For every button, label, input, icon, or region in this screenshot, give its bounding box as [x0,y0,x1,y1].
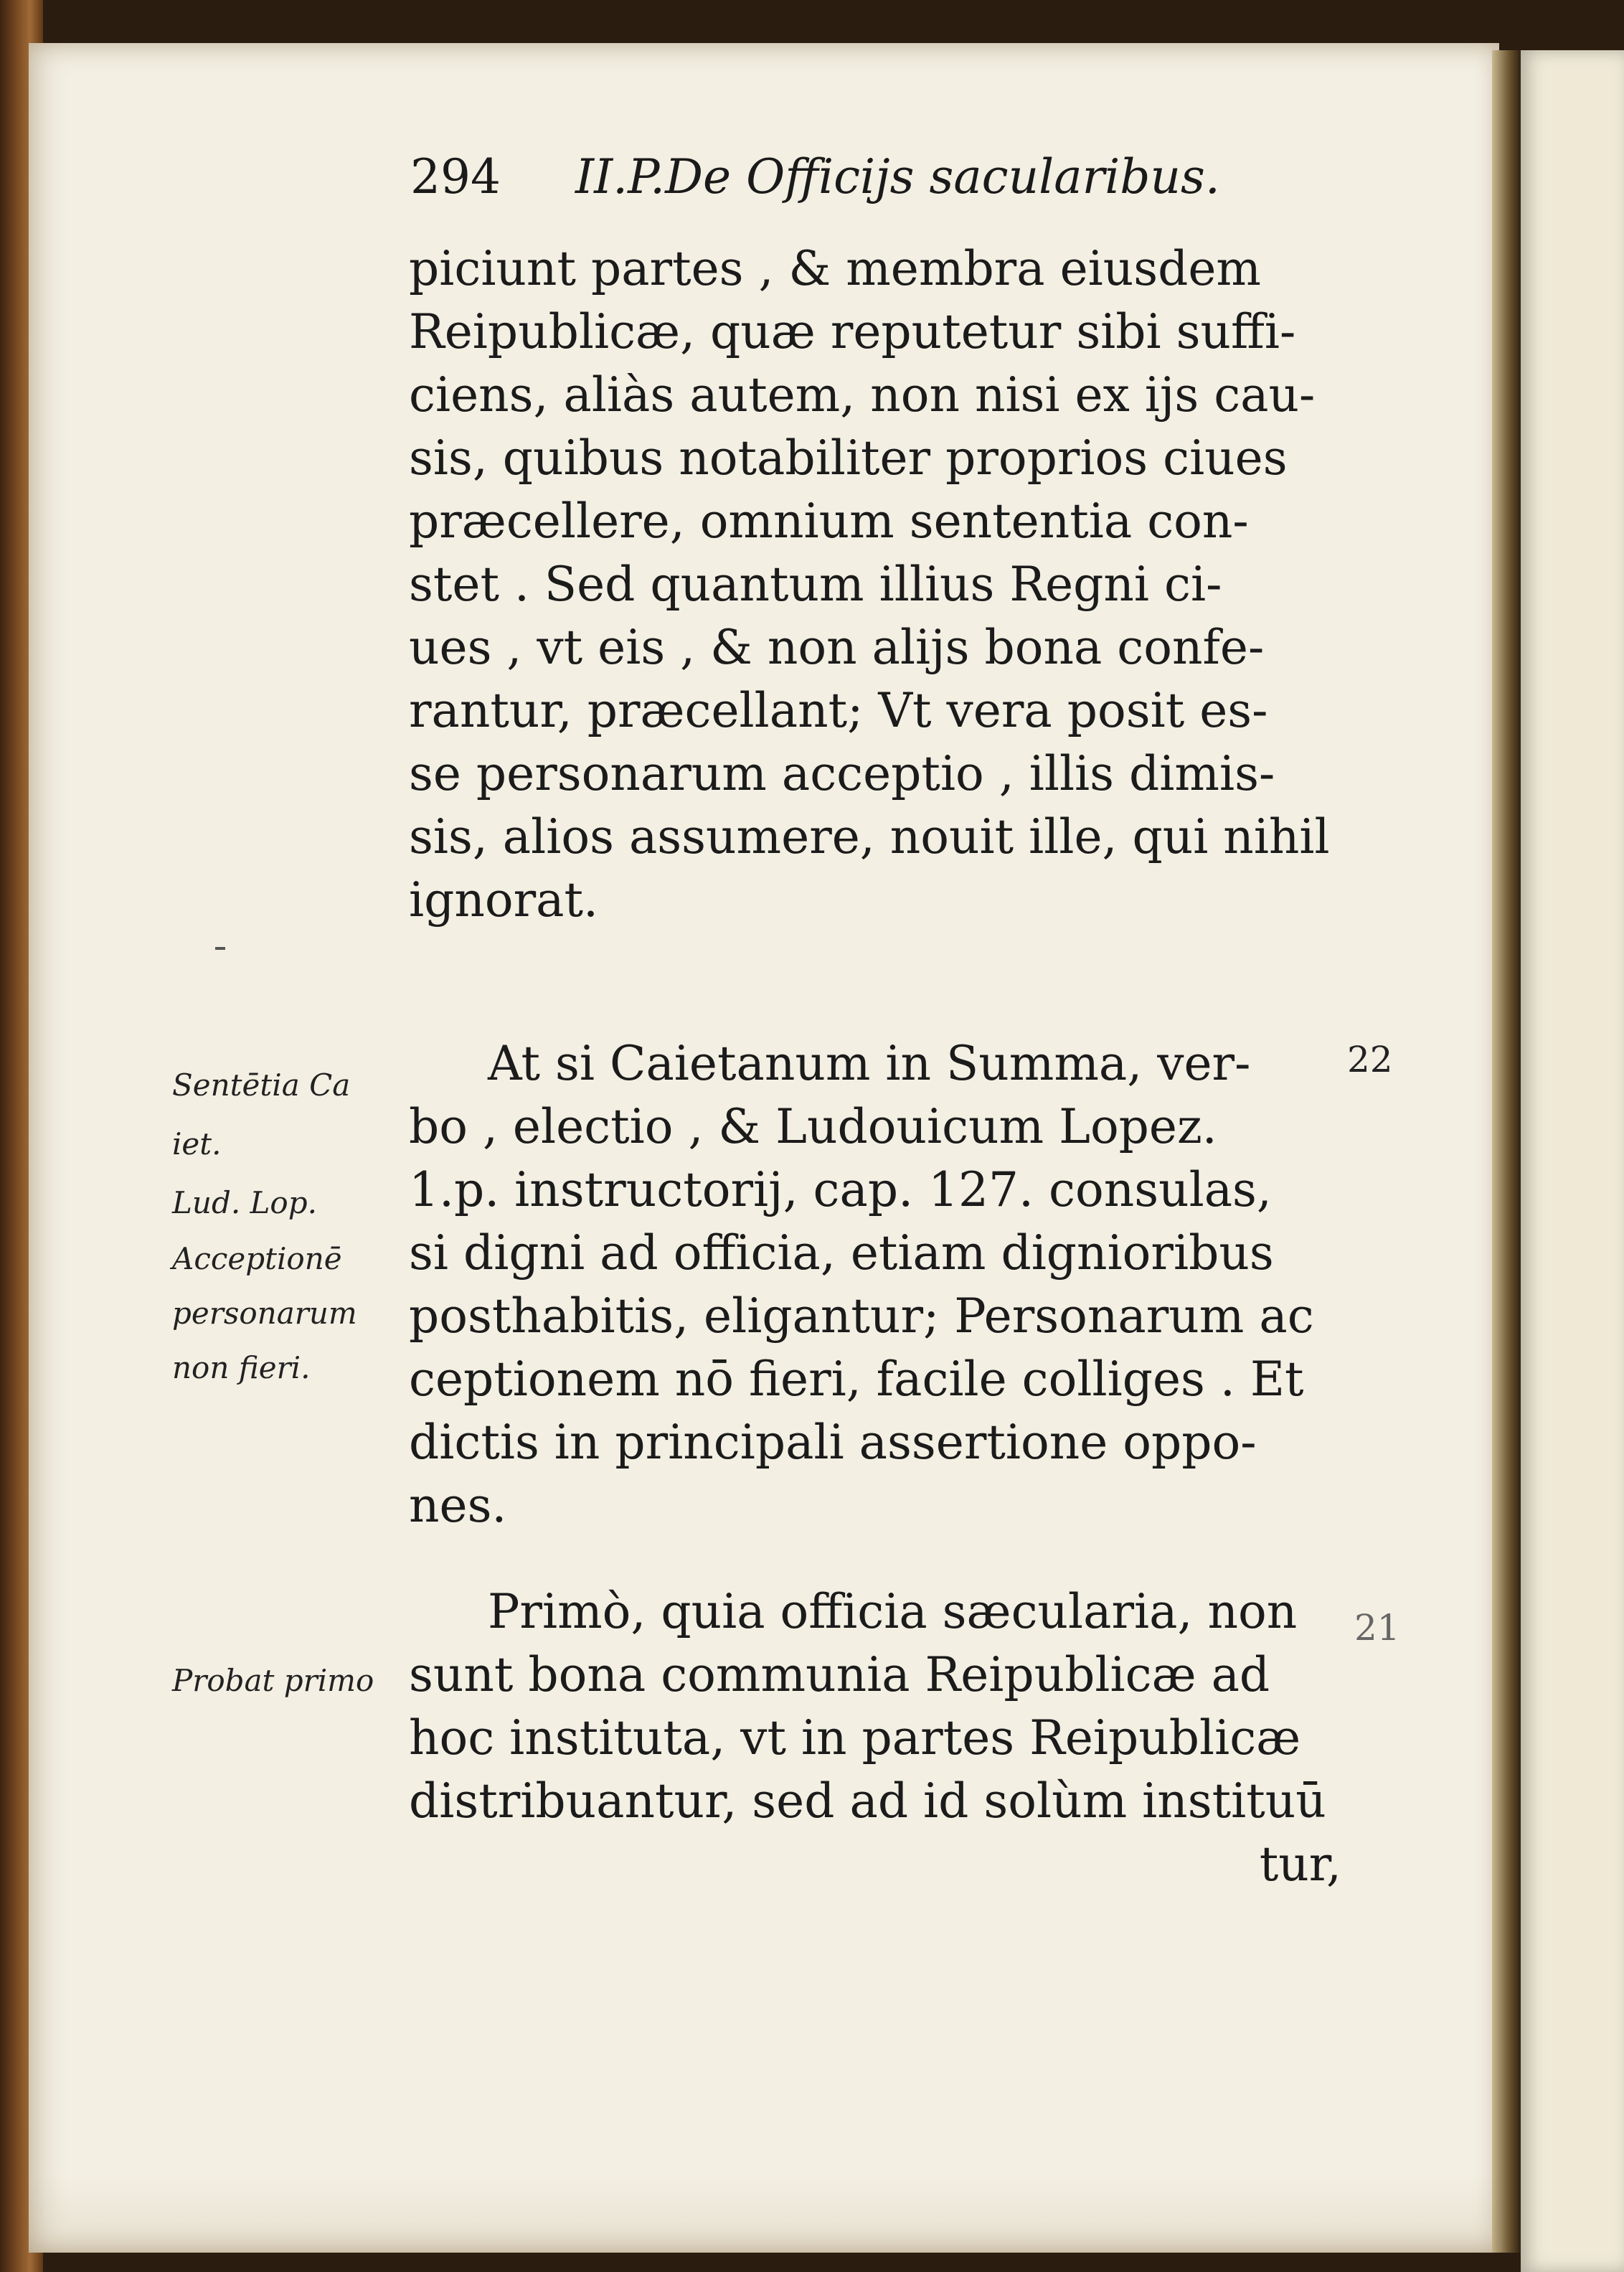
running-head: II.P.De Officijs sacularibus. [575,149,1220,204]
text-line: bo , electio , & Ludouicum Lopez. [409,1099,1217,1154]
page-edge [1492,50,1521,2253]
text-line: sis, alios assumere, nouit ille, qui nihil [409,809,1330,864]
page-header [410,149,1300,214]
text-line: Primò, quia officia sæcularia, non [488,1584,1298,1639]
margin-note-line: personarum [172,1296,357,1331]
text-line: ciens, aliàs autem, non nisi ex ijs cau- [409,367,1316,423]
text-line: sunt bona communia Reipublicæ ad [409,1647,1270,1702]
margin-note-line: Probat primo [172,1663,374,1698]
text-line: ues , vt eis , & non alijs bona confe- [409,620,1265,675]
text-line: 1.p. instructorij, cap. 127. consulas, [409,1162,1272,1217]
text-line: piciunt partes , & membra eiusdem [409,241,1261,296]
text-line: nes. [409,1478,507,1533]
text-line: sis, quibus notabiliter proprios ciues [409,430,1288,486]
margin-note-line: Sentētia Ca [172,1067,351,1103]
page-number: 294 [410,149,501,204]
margin-dash [215,947,225,950]
margin-number: 22 [1347,1039,1393,1080]
text-line: hoc instituta, vt in partes Reipublicæ [409,1710,1301,1766]
margin-note-line: Lud. Lop. [172,1185,317,1220]
margin-note-line: iet. [172,1126,222,1161]
text-line: Reipublicæ, quæ reputetur sibi suffi- [409,304,1296,359]
margin-note-line: non fieri. [172,1350,311,1385]
margin-number: 21 [1354,1607,1400,1649]
facing-page [1521,50,1624,2272]
text-line: rantur, præcellant; Vt vera posit es- [409,683,1268,738]
text-line: posthabitis, eligantur; Personarum ac [409,1288,1314,1344]
text-line: dictis in principali assertione oppo- [409,1415,1257,1470]
text-line: tur, [1259,1837,1341,1892]
page-stain [29,2174,1499,2253]
text-line: distribuantur, sed ad id solùm instituū [409,1773,1326,1829]
text-line: præcellere, omnium sententia con- [409,494,1249,549]
margin-note-line: Acceptionē [172,1241,342,1276]
text-line: si digni ad officia, etiam dignioribus [409,1225,1274,1281]
text-line: At si Caietanum in Summa, ver- [488,1036,1251,1091]
text-line: ignorat. [409,872,598,928]
text-line: ceptionem nō fieri, facile colliges . Et [409,1352,1304,1407]
text-line: stet . Sed quantum illius Regni ci- [409,557,1222,612]
text-line: se personarum acceptio , illis dimis- [409,746,1275,801]
